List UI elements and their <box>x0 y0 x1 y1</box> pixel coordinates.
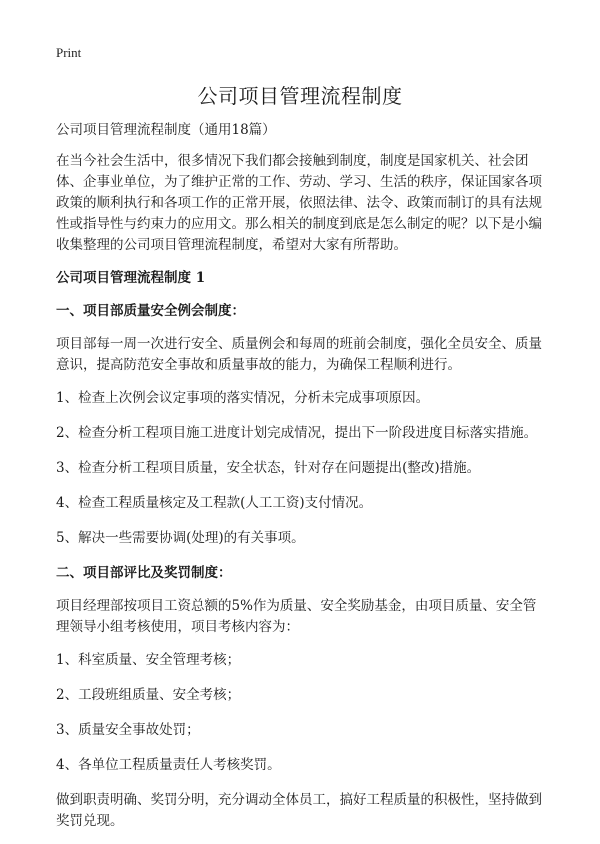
list-item: 3、检查分析工程项目质量，安全状态，针对存在问题提出(整改)措施。 <box>56 460 481 476</box>
list-item: 5、解决一些需要协调(处理)的有关事项。 <box>56 530 305 546</box>
article-body <box>56 120 546 844</box>
section-1-paragraph: 项目部每一周一次进行安全、质量例会和每周的班前会制度，强化全员安全、质量意识，提高防范安全事故和质量事故的能力，为确保工程顺利进行。 <box>56 336 542 373</box>
part-heading: 公司项目管理流程制度 1 <box>56 270 206 286</box>
list-item: 3、质量安全事故处罚； <box>56 722 200 738</box>
list-item: 4、检查工程质量核定及工程款(人工工资)支付情况。 <box>56 495 373 511</box>
section-heading-1: 一、项目部质量安全例会制度： <box>56 303 245 319</box>
print-link[interactable]: Print <box>56 45 82 60</box>
section-heading-2: 二、项目部评比及奖罚制度： <box>56 565 232 581</box>
list-item: 4、各单位工程质量责任人考核奖罚。 <box>56 757 281 773</box>
list-item: 1、检查上次例会议定事项的落实情况，分析未完成事项原因。 <box>56 390 430 406</box>
list-item: 2、工段班组质量、安全考核； <box>56 687 241 703</box>
intro-paragraph: 在当今社会生活中，很多情况下我们都会接触到制度，制度是国家机关、社会团体、企事业单位，为了维护正常的工作、劳动、学习、生活的秩序，保证国家各项政策的顺利执行和各项工作的正常开展，依照法律、法令、政策而制订的具有法规性或指导性与约束力的应用文。那么相关的制度到底是怎么制定的呢？以下是小编收集整理的公司项目管理流程制度，希望对大家有所帮助。 <box>56 153 542 253</box>
article-subtitle: 公司项目管理流程制度（通用18篇） <box>56 122 276 138</box>
list-item: 2、检查分析工程项目施工进度计划完成情况，提出下一阶段进度目标落实措施。 <box>56 425 538 441</box>
list-item: 1、科室质量、安全管理考核； <box>56 652 241 668</box>
page-title: 公司项目管理流程制度 <box>197 84 403 108</box>
closing-paragraph: 做到职责明确、奖罚分明，充分调动全体员工，搞好工程质量的积极性，坚持做到奖罚兑现。 <box>56 792 542 829</box>
section-2-paragraph: 项目经理部按项目工资总额的5%作为质量、安全奖励基金，由项目质量、安全管理领导小组考核使用，项目考核内容为： <box>56 598 537 635</box>
